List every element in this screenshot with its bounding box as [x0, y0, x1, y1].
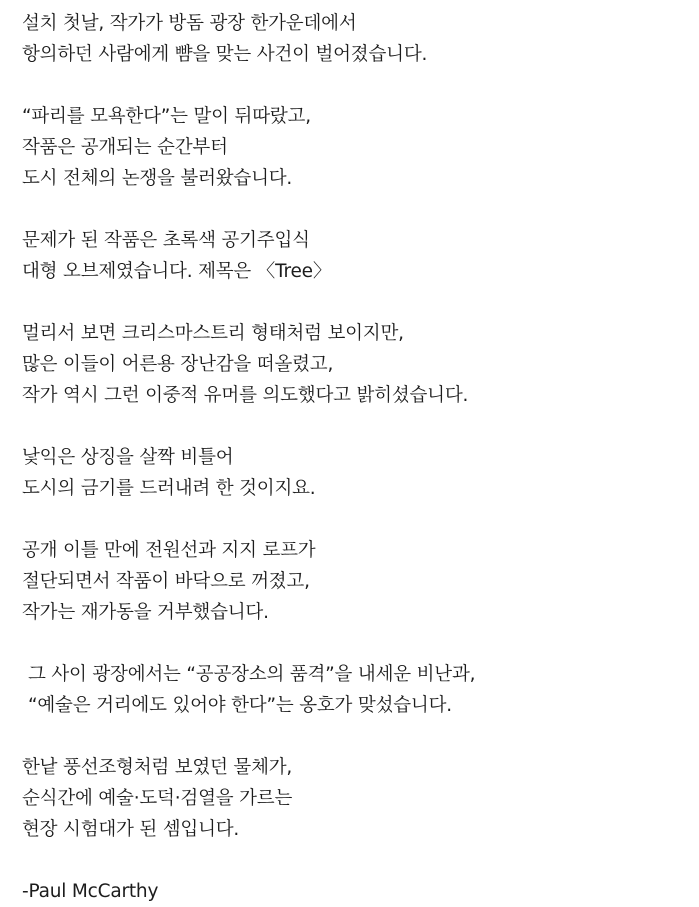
- paragraph-incident: [22, 8, 682, 70]
- paragraph-vandalism: [22, 535, 682, 628]
- paragraph-debate: [22, 659, 682, 721]
- text-line: 그 사이 광장에서는 “공공장소의 품격”을 내세운 비난과,: [28, 664, 476, 685]
- text-line: 순식간에 예술·도덕·검열을 가르는: [22, 788, 293, 809]
- document-body: [22, 8, 682, 907]
- text-line: “예술은 거리에도 있어야 한다”는 옹호가 맞섰습니다.: [28, 695, 452, 716]
- text-line: 작품은 공개되는 순간부터: [22, 137, 228, 158]
- text-line: 현장 시험대가 된 셈입니다.: [22, 819, 240, 840]
- text-line: 도시 전체의 논쟁을 불러왔습니다.: [22, 168, 293, 189]
- text-line: 많은 이들이 어른용 장난감을 떠올렸고,: [22, 354, 334, 375]
- text-line: 공개 이틀 만에 전원선과 지지 로프가: [22, 540, 316, 561]
- text-line: 낯익은 상징을 살짝 비틀어: [22, 447, 234, 468]
- paragraph-intent: [22, 442, 682, 504]
- signature: -Paul McCarthy: [22, 881, 159, 902]
- paragraph-artwork: [22, 225, 682, 287]
- text-line: 작가는 재가동을 거부했습니다.: [22, 602, 269, 623]
- text-line: 대형 오브제였습니다. 제목은 〈Tree〉: [22, 261, 332, 282]
- text-line: 멀리서 보면 크리스마스트리 형태처럼 보이지만,: [22, 323, 404, 344]
- text-line: 문제가 된 작품은 초록색 공기주입식: [22, 230, 310, 251]
- text-line: 설치 첫날, 작가가 방돔 광장 한가운데에서: [22, 13, 357, 34]
- paragraph-controversy: [22, 101, 682, 194]
- text-line: 항의하던 사람에게 뺨을 맞는 사건이 벌어졌습니다.: [22, 44, 428, 65]
- text-line: “파리를 모욕한다”는 말이 뒤따랐고,: [22, 106, 311, 127]
- paragraph-conclusion: [22, 752, 682, 845]
- text-line: 절단되면서 작품이 바닥으로 꺼졌고,: [22, 571, 310, 592]
- text-line: 작가 역시 그런 이중적 유머를 의도했다고 밝히셨습니다.: [22, 385, 469, 406]
- text-line: 도시의 금기를 드러내려 한 것이지요.: [22, 478, 316, 499]
- text-line: 한낱 풍선조형처럼 보였던 물체가,: [22, 757, 293, 778]
- paragraph-form: [22, 318, 682, 411]
